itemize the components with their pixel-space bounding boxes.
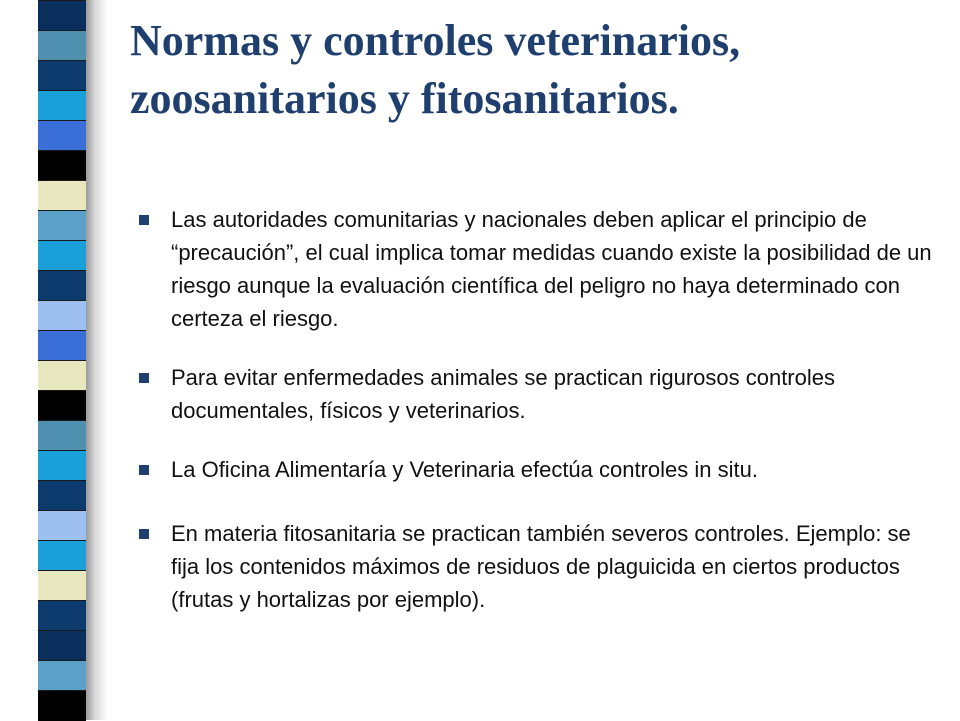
stripe-band <box>38 150 86 181</box>
bullet-text: Las autoridades comunitarias y nacionales deben aplicar el principio de “precaución”, el cual implica tomar medidas cuando existe la posibilidad de un riesgo aunque la evaluación científica del peligro no haya determinado con certeza el riesgo. <box>171 207 932 331</box>
stripe-band <box>38 270 86 301</box>
stripe-band <box>38 630 86 661</box>
stripe-band <box>38 60 86 91</box>
stripe-band <box>38 450 86 481</box>
stripe-shadow <box>86 0 108 720</box>
square-bullet-icon <box>139 373 149 383</box>
stripe-band <box>38 210 86 241</box>
stripe-band <box>38 30 86 61</box>
stripe-band <box>38 0 86 31</box>
square-bullet-icon <box>139 529 149 539</box>
bullet-item <box>136 361 936 427</box>
stripe-band <box>38 300 86 331</box>
stripe-band <box>38 600 86 631</box>
stripe-band <box>38 360 86 391</box>
square-bullet-icon <box>139 465 149 475</box>
bullet-item <box>136 453 936 486</box>
stripe-band <box>38 570 86 601</box>
stripe-band <box>38 690 86 721</box>
bullet-text: La Oficina Alimentaría y Veterinaria efectúa controles in situ. <box>171 457 758 482</box>
stripe-band <box>38 540 86 571</box>
bullet-text: Para evitar enfermedades animales se practican rigurosos controles documentales, físicos y veterinarios. <box>171 365 835 423</box>
stripe-band <box>38 510 86 541</box>
decorative-stripe-bar <box>0 0 108 720</box>
bullet-item <box>136 203 936 335</box>
stripe-band <box>38 420 86 451</box>
stripe-band <box>38 120 86 151</box>
stripe-band <box>38 330 86 361</box>
stripe-band <box>38 390 86 421</box>
stripe-band <box>38 90 86 121</box>
stripe-band <box>38 180 86 211</box>
bullet-list <box>136 203 936 642</box>
slide-title: Normas y controles veterinarios, zoosanitarios y fitosanitarios. <box>130 16 741 123</box>
bullet-text: En materia fitosanitaria se practican también severos controles. Ejemplo: se fija los contenidos máximos de residuos de plaguicida en ciertos productos (frutas y hortalizas por ejemplo). <box>171 521 911 612</box>
bullet-item <box>136 517 936 616</box>
stripe-band <box>38 660 86 691</box>
stripe-band <box>38 480 86 511</box>
stripe-band <box>38 240 86 271</box>
square-bullet-icon <box>139 215 149 225</box>
